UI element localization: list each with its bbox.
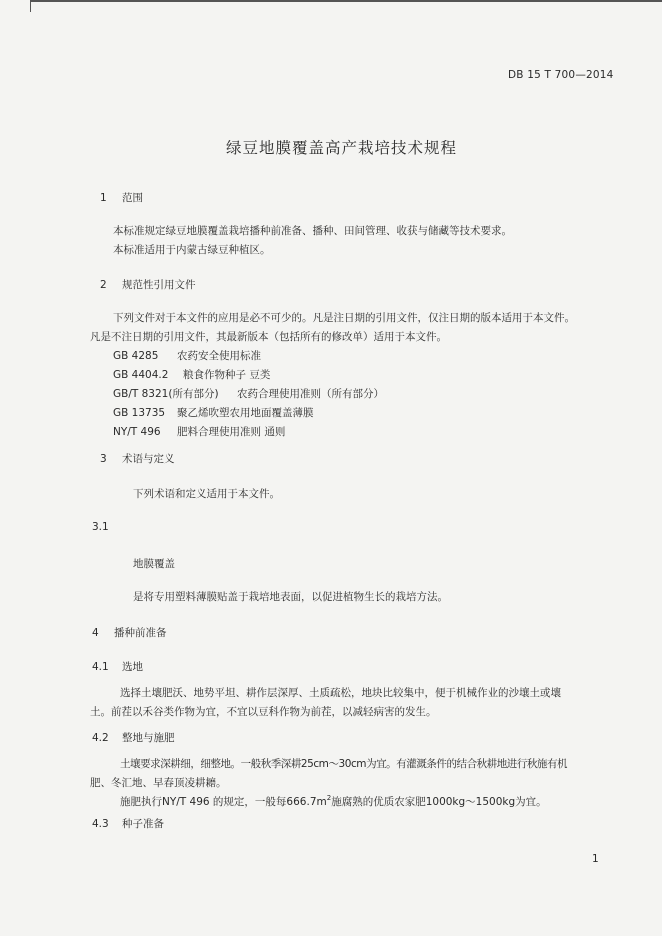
- section-title: 规范性引用文件: [122, 279, 196, 291]
- page-number: 1: [592, 853, 599, 865]
- section-1-paragraph-2: 本标准适用于内蒙古绿豆种植区。: [113, 244, 271, 256]
- reference-code: GB/T 8321(所有部分): [113, 388, 219, 400]
- subsection-4-1-heading: [92, 659, 143, 674]
- reference-code: GB 4404.2: [113, 369, 169, 381]
- reference-item: [113, 367, 270, 382]
- subsection-title: 种子准备: [122, 818, 164, 830]
- page-title: 绿豆地膜覆盖高产栽培技术规程: [226, 139, 458, 157]
- reference-code: NY/T 496: [113, 426, 161, 438]
- subsection-number: 4.1: [92, 661, 109, 673]
- subsection-4-2-line-1: 土壤要求深耕细，细整地。一般秋季深耕25cm～30cm为宜。有灌溉条件的结合秋耕地进行秋施有机: [120, 758, 568, 770]
- reference-item: [113, 424, 285, 439]
- scan-edge-left: [30, 0, 31, 12]
- subsection-4-2-line-2: 肥、冬汇地、早春顶凌耕耱。: [90, 777, 227, 789]
- document-number: DB 15 T 700—2014: [508, 69, 614, 81]
- section-3-paragraph: 下列术语和定义适用于本文件。: [133, 488, 280, 500]
- reference-item: [113, 386, 384, 401]
- section-number: 3: [100, 453, 107, 465]
- section-title: 范围: [122, 192, 143, 204]
- subsection-number-3-1: 3.1: [92, 521, 109, 533]
- reference-name: 粮食作物种子 豆类: [183, 369, 271, 381]
- section-2-heading: [100, 277, 196, 292]
- term: 地膜覆盖: [133, 558, 175, 570]
- section-title: 术语与定义: [122, 453, 175, 465]
- section-3-heading: [100, 451, 175, 466]
- section-1-paragraph-1: 本标准规定绿豆地膜覆盖栽培播种前准备、播种、田间管理、收获与储藏等技术要求。: [113, 225, 512, 237]
- section-number: 1: [100, 192, 107, 204]
- section-number: 2: [100, 279, 107, 291]
- subsection-number: 4.3: [92, 818, 109, 830]
- scan-edge-top: [30, 0, 662, 2]
- reference-item: [113, 348, 261, 363]
- section-1-heading: [100, 190, 143, 205]
- section-title: 播种前准备: [114, 627, 167, 639]
- reference-item: [113, 405, 314, 420]
- subsection-4-3-heading: [92, 816, 164, 831]
- section-2-paragraph-line-1: 下列文件对于本文件的应用是必不可少的。凡是注日期的引用文件，仅注日期的版本适用于本文件。: [113, 312, 575, 324]
- section-2-paragraph-line-2: 凡是不注日期的引用文件，其最新版本（包括所有的修改单）适用于本文件。: [90, 331, 447, 343]
- reference-name: 农药安全使用标准: [177, 350, 261, 362]
- superscript: 2: [326, 794, 332, 802]
- section-4-heading: [92, 625, 167, 640]
- subsection-4-1-line-1: 选择土壤肥沃、地势平坦、耕作层深厚、土质疏松，地块比较集中，便于机械作业的沙壤土或壤: [120, 687, 561, 699]
- subsection-title: 选地: [122, 661, 143, 673]
- reference-code: GB 13735: [113, 407, 166, 419]
- subsection-number: 4.2: [92, 732, 109, 744]
- subsection-4-1-line-2: 土。前茬以禾谷类作物为宜，不宜以豆科作物为前茬，以减轻病害的发生。: [90, 706, 437, 718]
- section-number: 4: [92, 627, 99, 639]
- subsection-4-2-line-3: [120, 794, 547, 809]
- reference-name: 肥料合理使用准则 通则: [177, 426, 286, 438]
- term-definition: 是将专用塑料薄膜贴盖于栽培地表面，以促进植物生长的栽培方法。: [133, 591, 448, 603]
- subsection-4-2-heading: [92, 730, 175, 745]
- reference-code: GB 4285: [113, 350, 159, 362]
- fertilizer-text-pre: 施肥执行NY/T 496 的规定，一般每666.7m: [120, 796, 327, 808]
- subsection-title: 整地与施肥: [122, 732, 175, 744]
- reference-name: 农药合理使用准则（所有部分）: [237, 388, 384, 400]
- fertilizer-text-post: 施腐熟的优质农家肥1000kg～1500kg为宜。: [331, 796, 547, 808]
- reference-name: 聚乙烯吹塑农用地面覆盖薄膜: [177, 407, 314, 419]
